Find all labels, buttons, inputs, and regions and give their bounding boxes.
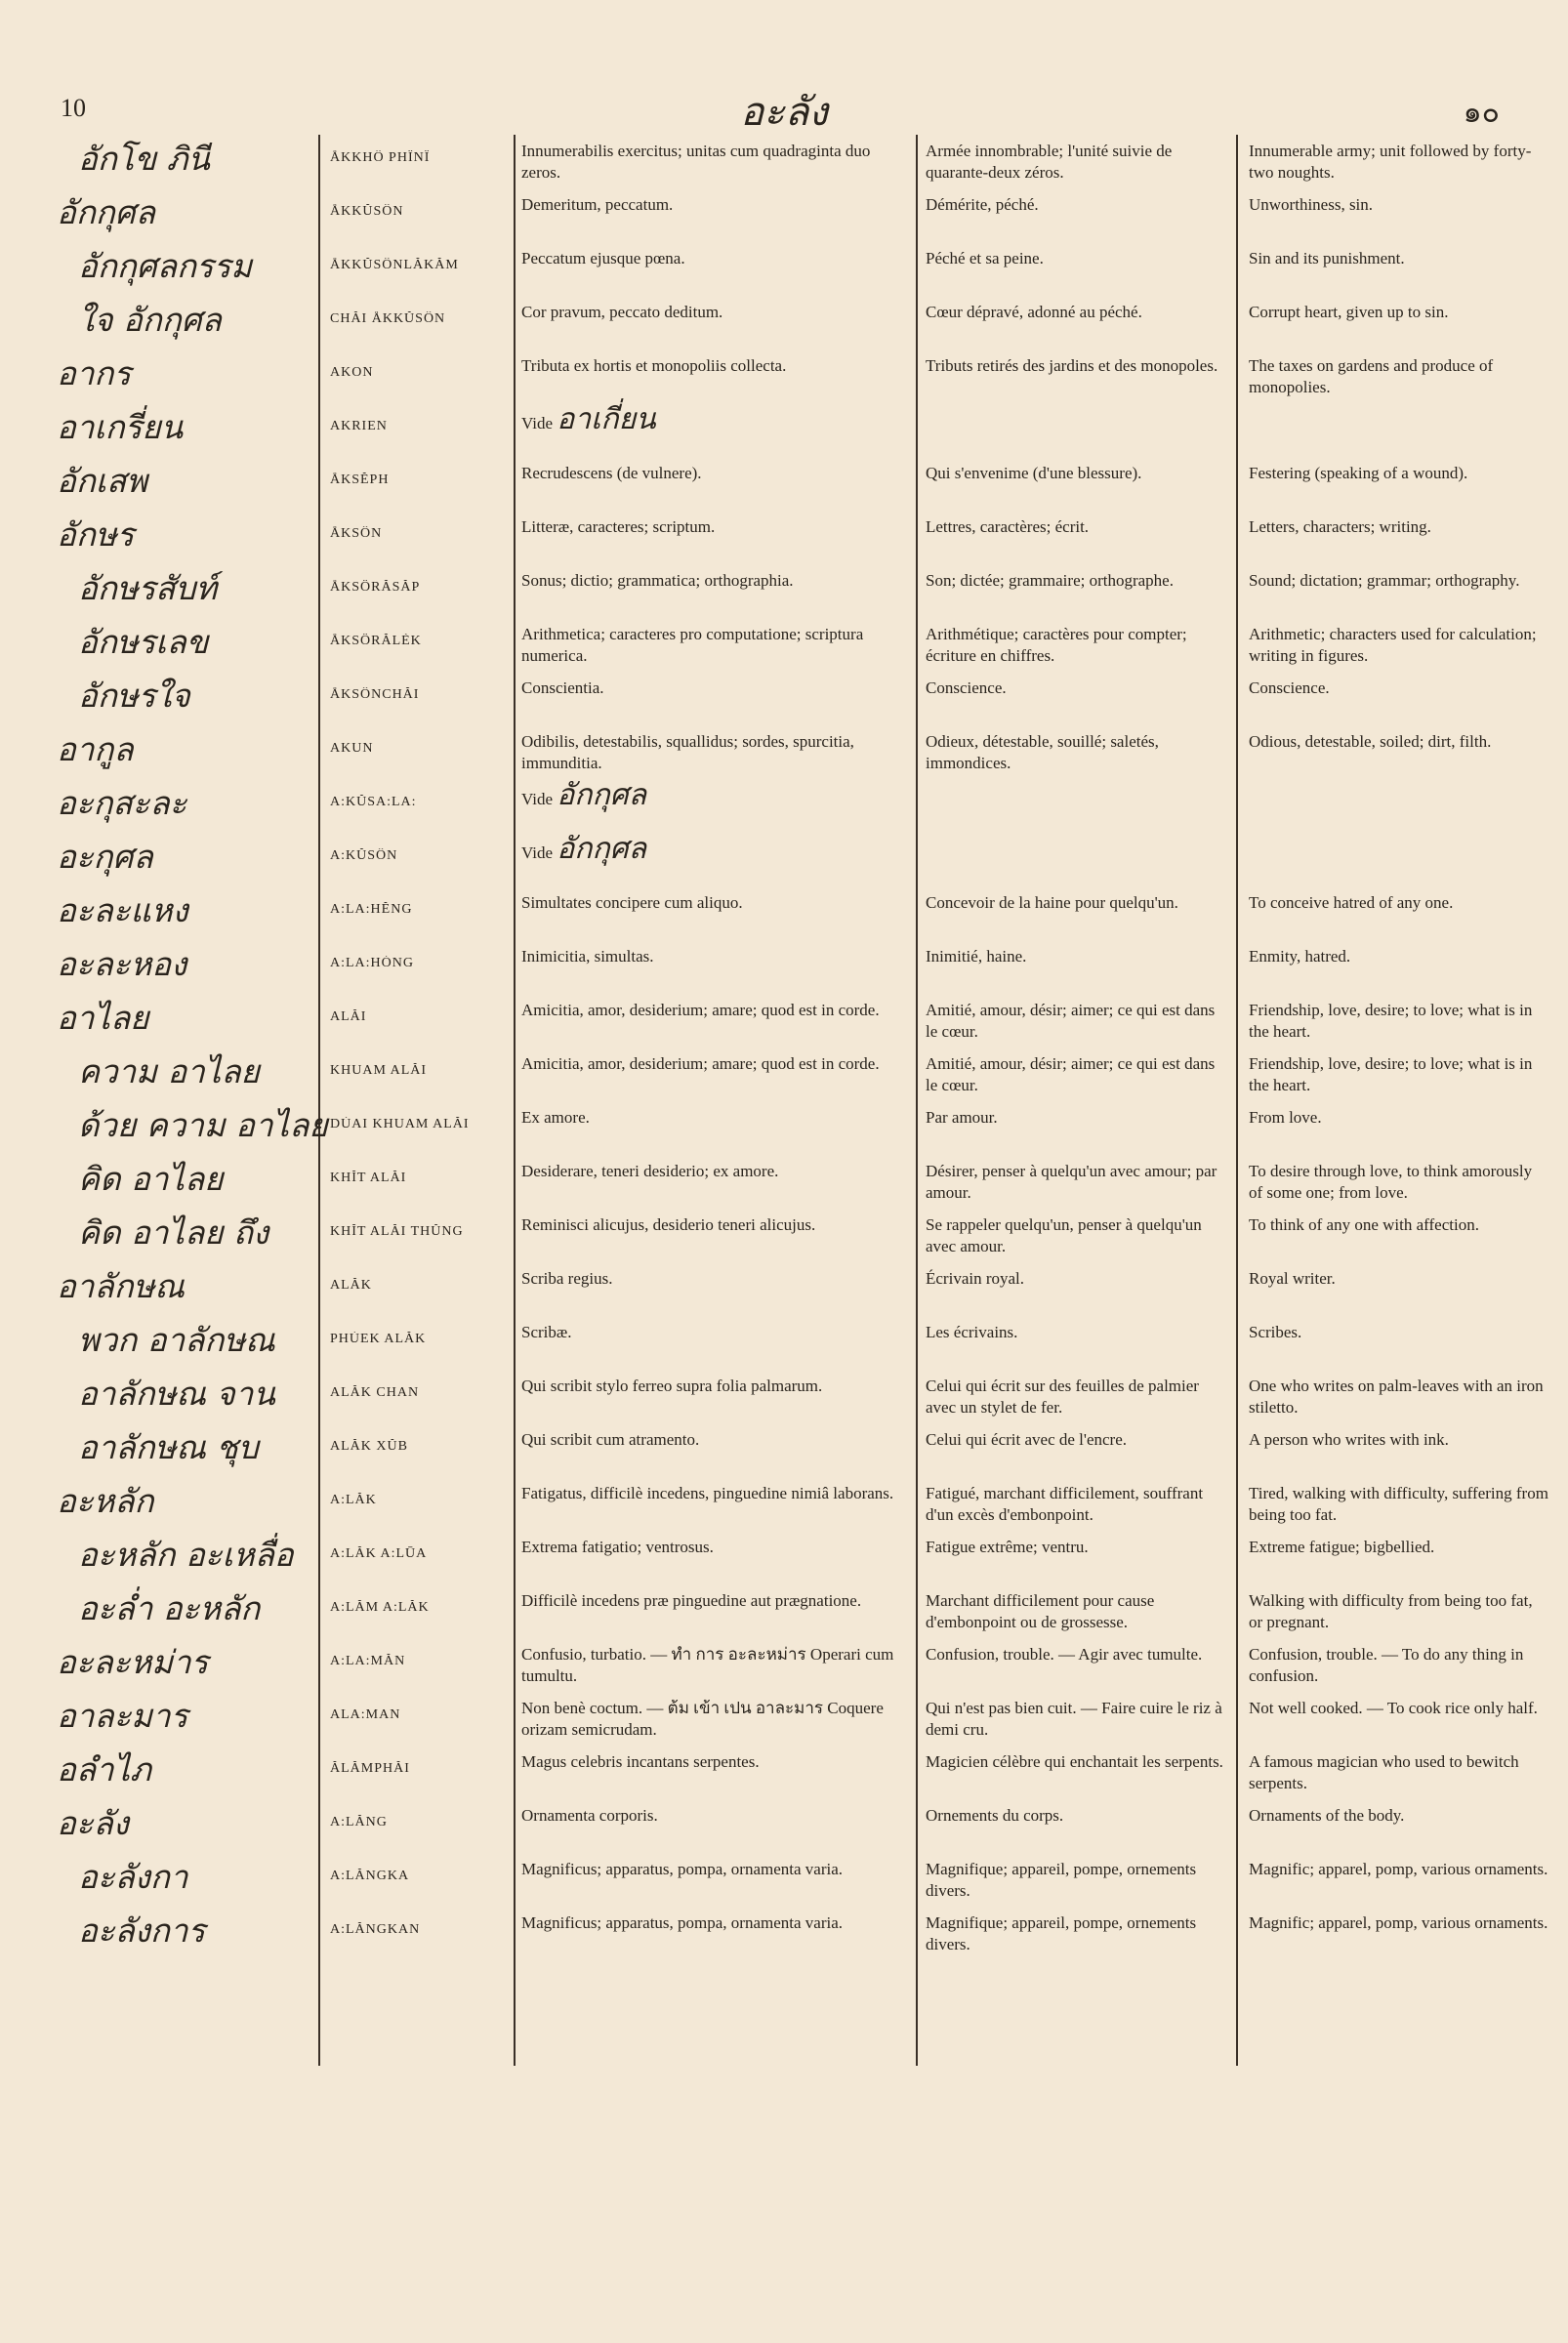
dictionary-entry <box>0 1694 1568 1747</box>
thai-headword: อากูล <box>57 730 134 768</box>
latin-definition: Tributa ex hortis et monopoliis collecta. <box>521 356 787 375</box>
english-definition: From love. <box>1249 1108 1322 1127</box>
romanization: ĂLĂMPHĂI <box>330 1761 410 1776</box>
dictionary-entry <box>0 1640 1568 1693</box>
latin-definition: Inimicitia, simultas. <box>521 947 654 966</box>
latin-definition: Scribæ. <box>521 1323 572 1341</box>
french-definition: Celui qui écrit sur des feuilles de palmier avec un stylet de fer. <box>926 1377 1199 1417</box>
romanization: ÅKSÔN <box>330 526 383 541</box>
latin-definition: Desiderare, teneri desiderio; ex amore. <box>521 1162 779 1180</box>
english-definition: Sin and its punishment. <box>1249 249 1405 267</box>
thai-headword: อะละแหง <box>57 891 188 929</box>
thai-headword: อักษรใจ <box>78 677 190 715</box>
french-definition: Péché et sa peine. <box>926 249 1044 267</box>
dictionary-entry <box>0 459 1568 512</box>
thai-headword: คิด อาไลย ถึง <box>78 1213 269 1252</box>
latin-definition: Odibilis, detestabilis, squallidus; sordes, spurcitia, immunditia. <box>521 732 854 772</box>
thai-headword: ด้วย ความ อาไลย <box>78 1106 328 1144</box>
romanization: PHÙEK ALĂK <box>330 1332 427 1346</box>
romanization: KHĬT ALĂI <box>330 1171 407 1185</box>
dictionary-entry <box>0 620 1568 673</box>
thai-headword: อักษรสับท์ <box>78 569 218 607</box>
french-definition: Démérite, péché. <box>926 195 1039 214</box>
latin-definition: Arithmetica; caracteres pro computatione; scriptura numerica. <box>521 625 864 665</box>
dictionary-entry <box>0 832 1568 887</box>
thai-headword: อะหลัก <box>57 1482 154 1520</box>
english-definition: Magnific; apparel, pomp, various ornaments. <box>1249 1913 1548 1932</box>
latin-definition: Sonus; dictio; grammatica; orthographia. <box>521 571 794 590</box>
french-definition: Magicien célèbre qui enchantait les serpents. <box>926 1752 1223 1771</box>
romanization: ÅKSÔNCHĂI <box>330 687 420 702</box>
french-definition: Se rappeler quelqu'un, penser à quelqu'un avec amour. <box>926 1215 1202 1255</box>
french-definition: Écrivain royal. <box>926 1269 1025 1288</box>
thai-headword: อะหลัก อะเหลื่อ <box>78 1536 294 1574</box>
romanization: A:LA:MĂN <box>330 1654 406 1668</box>
english-definition: The taxes on gardens and produce of monopolies. <box>1249 356 1494 396</box>
romanization: A:LA:HÓNG <box>330 956 414 970</box>
vide-label: Vide <box>521 414 557 432</box>
latin-definition: Amicitia, amor, desiderium; amare; quod est in corde. <box>521 1001 880 1019</box>
dictionary-entry <box>0 1747 1568 1800</box>
dictionary-entry <box>0 1479 1568 1532</box>
french-definition: Amitié, amour, désir; aimer; ce qui est dans le cœur. <box>926 1054 1216 1094</box>
dictionary-entry <box>0 190 1568 243</box>
french-definition: Conscience. <box>926 678 1007 697</box>
romanization: ÅKKŬSÔN <box>330 204 404 219</box>
latin-definition <box>521 402 908 436</box>
latin-definition: Extrema fatigatio; ventrosus. <box>521 1538 714 1556</box>
romanization: AKRIEN <box>330 419 388 433</box>
latin-definition: Confusio, turbatio. — ทำ การ อะละหม่าร Operari cum tumultu. <box>521 1645 894 1685</box>
thai-headword: อาลักษณ ชุบ <box>78 1428 259 1466</box>
vide-label: Vide <box>521 790 557 808</box>
english-definition: Enmity, hatred. <box>1249 947 1351 966</box>
thai-headword: อักษร <box>57 515 135 554</box>
english-definition: To conceive hatred of any one. <box>1249 893 1454 912</box>
cross-reference: อักกุศล <box>557 778 647 812</box>
romanization: ALĂK CHAN <box>330 1385 420 1400</box>
thai-headword: พวก อาลักษณ <box>78 1321 275 1359</box>
english-definition: Arithmetic; characters used for calculation; writing in figures. <box>1249 625 1537 665</box>
french-definition: Inimitié, haine. <box>926 947 1027 966</box>
page-header <box>0 80 1568 135</box>
dictionary-entry <box>0 942 1568 995</box>
dictionary-entry <box>0 1425 1568 1478</box>
romanization: A:KŬSÔN <box>330 848 398 863</box>
dictionary-entry <box>0 1801 1568 1854</box>
thai-headword: ความ อาไลย <box>78 1052 260 1090</box>
romanization: ALĂK XŬB <box>330 1439 408 1454</box>
latin-definition <box>521 832 908 866</box>
french-definition: Son; dictée; grammaire; orthographe. <box>926 571 1174 590</box>
english-definition: Odious, detestable, soiled; dirt, filth. <box>1249 732 1492 751</box>
english-definition: Unworthiness, sin. <box>1249 195 1374 214</box>
french-definition: Magnifique; appareil, pompe, ornements divers. <box>926 1860 1197 1900</box>
thai-headword: อะลัง <box>57 1804 129 1842</box>
dictionary-entry <box>0 566 1568 619</box>
dictionary-entry <box>0 1909 1568 1961</box>
dictionary-entry <box>0 1157 1568 1210</box>
romanization: A:LA:HĔNG <box>330 902 413 917</box>
english-definition: Ornaments of the body. <box>1249 1806 1405 1825</box>
english-definition: To think of any one with affection. <box>1249 1215 1479 1234</box>
thai-headword: อะละหอง <box>57 945 187 983</box>
romanization: DÙAI KHUAM ALĂI <box>330 1117 470 1131</box>
dictionary-entry <box>0 1372 1568 1424</box>
dictionary-entry <box>0 888 1568 941</box>
running-head: อะลัง <box>740 90 828 135</box>
romanization: A:LĂM A:LĂK <box>330 1600 430 1615</box>
latin-definition: Scriba regius. <box>521 1269 613 1288</box>
thai-headword: อาลักษณ จาน <box>78 1375 275 1413</box>
dictionary-entry <box>0 674 1568 726</box>
french-definition: Qui s'envenime (d'une blessure). <box>926 464 1142 482</box>
vide-label: Vide <box>521 843 557 862</box>
dictionary-entry <box>0 351 1568 404</box>
english-definition: Corrupt heart, given up to sin. <box>1249 303 1449 321</box>
romanization: ALA:MAN <box>330 1707 401 1722</box>
french-definition: Lettres, caractères; écrit. <box>926 517 1090 536</box>
latin-definition: Magnificus; apparatus, pompa, ornamenta varia. <box>521 1913 844 1932</box>
thai-headword: อะละหม่าร <box>57 1643 209 1681</box>
page-number-right: ๑๐ <box>1463 96 1500 130</box>
thai-headword: อลำไภ <box>57 1750 151 1788</box>
latin-definition: Ornamenta corporis. <box>521 1806 658 1825</box>
latin-definition: Peccatum ejusque pœna. <box>521 249 685 267</box>
french-definition: Fatigue extrême; ventru. <box>926 1538 1089 1556</box>
romanization: ALĂK <box>330 1278 372 1293</box>
romanization: AKON <box>330 365 374 380</box>
french-definition: Qui n'est pas bien cuit. — Faire cuire le riz à demi cru. <box>926 1699 1222 1739</box>
english-definition: Confusion, trouble. — To do any thing in confusion. <box>1249 1645 1524 1685</box>
french-definition: Marchant difficilement pour cause d'embonpoint ou de grossesse. <box>926 1591 1155 1631</box>
page-number-left: 10 <box>61 94 86 122</box>
cross-reference: อักกุศล <box>557 832 647 866</box>
latin-definition: Magnificus; apparatus, pompa, ornamenta varia. <box>521 1860 844 1878</box>
english-definition: Royal writer. <box>1249 1269 1336 1288</box>
romanization: A:LĂNG <box>330 1815 388 1829</box>
french-definition: Concevoir de la haine pour quelqu'un. <box>926 893 1178 912</box>
french-definition: Ornements du corps. <box>926 1806 1064 1825</box>
english-definition: Tired, walking with difficulty, suffering from being too fat. <box>1249 1484 1548 1524</box>
dictionary-entry <box>0 1586 1568 1639</box>
french-definition: Désirer, penser à quelqu'un avec amour; par amour. <box>926 1162 1217 1202</box>
french-definition: Armée innombrable; l'unité suivie de quarante-deux zéros. <box>926 142 1173 182</box>
dictionary-entry <box>0 137 1568 189</box>
dictionary-entry <box>0 1318 1568 1371</box>
thai-headword: อาละมาร <box>57 1697 188 1735</box>
dictionary-entry <box>0 244 1568 297</box>
french-definition: Tributs retirés des jardins et des monopoles. <box>926 356 1218 375</box>
dictionary-entry <box>0 1533 1568 1585</box>
dictionary-entry <box>0 513 1568 565</box>
thai-headword: อาเกรี่ยน <box>57 408 184 446</box>
latin-definition: Difficilè incedens præ pinguedine aut prægnatione. <box>521 1591 862 1610</box>
english-definition: Not well cooked. — To cook rice only half. <box>1249 1699 1538 1717</box>
english-definition: Scribes. <box>1249 1323 1302 1341</box>
romanization: A:KŬSA:LA: <box>330 795 417 809</box>
latin-definition: Conscientia. <box>521 678 604 697</box>
dictionary-entry <box>0 778 1568 834</box>
latin-definition: Demeritum, peccatum. <box>521 195 674 214</box>
english-definition: Friendship, love, desire; to love; what is in the heart. <box>1249 1001 1533 1041</box>
english-definition: Extreme fatigue; bigbellied. <box>1249 1538 1435 1556</box>
dictionary-entry <box>0 1211 1568 1263</box>
english-definition: A famous magician who used to bewitch serpents. <box>1249 1752 1519 1792</box>
romanization: AKUN <box>330 741 374 756</box>
dictionary-entry <box>0 1049 1568 1102</box>
thai-headword: อาลักษณ <box>57 1267 185 1305</box>
french-definition: Confusion, trouble. — Agir avec tumulte. <box>926 1645 1203 1664</box>
romanization: ÅKKŬSÔNLĂKĂM <box>330 258 459 272</box>
romanization: A:LĂK <box>330 1493 377 1507</box>
french-definition: Amitié, amour, désir; aimer; ce qui est dans le cœur. <box>926 1001 1216 1041</box>
french-definition: Par amour. <box>926 1108 998 1127</box>
thai-headword: อะลังกา <box>78 1858 188 1896</box>
dictionary-entry <box>0 727 1568 780</box>
thai-headword: ใจ อักกุศล <box>78 301 222 339</box>
dictionary-entry <box>0 1103 1568 1156</box>
thai-headword: อะกุสะละ <box>57 784 187 822</box>
latin-definition: Cor pravum, peccato deditum. <box>521 303 723 321</box>
romanization: A:LĂNGKAN <box>330 1922 421 1937</box>
french-definition: Arithmétique; caractères pour compter; écriture en chiffres. <box>926 625 1187 665</box>
english-definition: Magnific; apparel, pomp, various ornaments. <box>1249 1860 1548 1878</box>
thai-headword: คิด อาไลย <box>78 1160 224 1198</box>
thai-headword: อักโข ภินี <box>78 140 210 178</box>
dictionary-entry <box>0 298 1568 350</box>
english-definition: Innumerable army; unit followed by forty-two noughts. <box>1249 142 1532 182</box>
english-definition: A person who writes with ink. <box>1249 1430 1449 1449</box>
dictionary-entry <box>0 1264 1568 1317</box>
romanization: ÅKKHÔ PHÏNÏ <box>330 150 431 165</box>
french-definition: Fatigué, marchant difficilement, souffrant d'un excès d'embonpoint. <box>926 1484 1204 1524</box>
dictionary-entry <box>0 1855 1568 1908</box>
latin-definition: Magus celebris incantans serpentes. <box>521 1752 760 1771</box>
romanization: ÅKSÖRĂLÈK <box>330 634 422 648</box>
latin-definition: Ex amore. <box>521 1108 590 1127</box>
latin-definition: Amicitia, amor, desiderium; amare; quod est in corde. <box>521 1054 880 1073</box>
latin-definition: Fatigatus, difficilè incedens, pinguedine nimiâ laborans. <box>521 1484 894 1502</box>
english-definition: Sound; dictation; grammar; orthography. <box>1249 571 1520 590</box>
dictionary-entry <box>0 996 1568 1048</box>
thai-headword: อากร <box>57 354 132 392</box>
latin-definition: Non benè coctum. — ต้ม เข้า เปน อาละมาร Coquere orizam semicrudam. <box>521 1699 884 1739</box>
thai-headword: อาไลย <box>57 999 149 1037</box>
english-definition: One who writes on palm-leaves with an iron stiletto. <box>1249 1377 1544 1417</box>
latin-definition: Qui scribit stylo ferreo supra folia palmarum. <box>521 1377 823 1395</box>
thai-headword: อักกุศล <box>57 193 155 231</box>
english-definition: To desire through love, to think amorously of some one; from love. <box>1249 1162 1533 1202</box>
thai-headword: อักเสพ <box>57 462 147 500</box>
english-definition: Letters, characters; writing. <box>1249 517 1431 536</box>
french-definition: Magnifique; appareil, pompe, ornements divers. <box>926 1913 1197 1953</box>
thai-headword: อักกุศลกรรม <box>78 247 253 285</box>
romanization: KHĬT ALĂI THŬNG <box>330 1224 464 1239</box>
latin-definition: Innumerabilis exercitus; unitas cum quadraginta duo zeros. <box>521 142 871 182</box>
romanization: ÅKSÖRĂSĂP <box>330 580 421 595</box>
romanization: ALĂI <box>330 1009 367 1024</box>
cross-reference: อาเกี่ยน <box>557 402 656 436</box>
romanization: KHUAM ALĂI <box>330 1063 428 1078</box>
french-definition: Les écrivains. <box>926 1323 1018 1341</box>
romanization: CHĂI ÅKKŬSÔN <box>330 311 446 326</box>
english-definition: Festering (speaking of a wound). <box>1249 464 1468 482</box>
thai-headword: อักษรเลข <box>78 623 209 661</box>
english-definition: Friendship, love, desire; to love; what is in the heart. <box>1249 1054 1533 1094</box>
french-definition: Odieux, détestable, souillé; saletés, immondices. <box>926 732 1159 772</box>
french-definition: Celui qui écrit avec de l'encre. <box>926 1430 1128 1449</box>
latin-definition: Litteræ, caracteres; scriptum. <box>521 517 716 536</box>
romanization: A:LĂK A:LŪA <box>330 1546 428 1561</box>
latin-definition: Qui scribit cum atramento. <box>521 1430 700 1449</box>
english-definition: Walking with difficulty from being too fat, or pregnant. <box>1249 1591 1533 1631</box>
latin-definition: Recrudescens (de vulnere). <box>521 464 702 482</box>
latin-definition: Reminisci alicujus, desiderio teneri alicujus. <box>521 1215 816 1234</box>
french-definition: Cœur dépravé, adonné au péché. <box>926 303 1142 321</box>
thai-headword: อะลังการ <box>78 1911 206 1950</box>
thai-headword: อะล่ำ อะหลัก <box>78 1589 261 1627</box>
latin-definition: Simultates concipere cum aliquo. <box>521 893 743 912</box>
thai-headword: อะกุศล <box>57 838 153 876</box>
romanization: A:LĂNGKA <box>330 1869 410 1883</box>
dictionary-entry <box>0 402 1568 458</box>
latin-definition <box>521 778 908 812</box>
romanization: ÅKSĔPH <box>330 473 390 487</box>
english-definition: Conscience. <box>1249 678 1330 697</box>
